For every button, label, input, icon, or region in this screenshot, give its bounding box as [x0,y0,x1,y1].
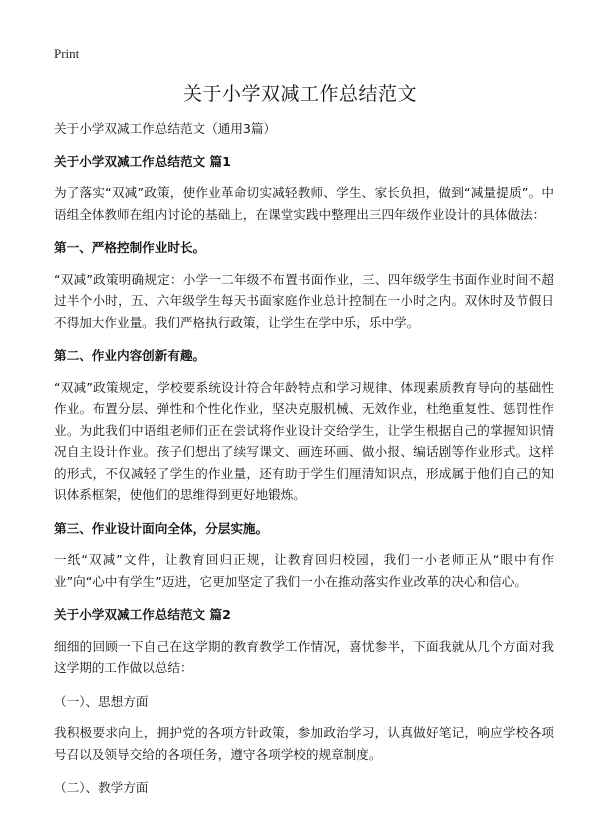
section-paragraph: “双减”政策明确规定：小学一二年级不布置书面作业，三、四年级学生书面作业时间不超过半个小时，五、六年级学生每天书面家庭作业总计控制在一小时之内。双休时及节假日不得加大作业量。我们严格执行政策，让学生在学中乐，乐中学。 [54,271,554,330]
print-link[interactable]: Print [54,46,80,61]
section-heading: 第三、作业设计面向全体，分层实施。 [54,520,269,536]
page-title: 关于小学双减工作总结范文 [182,83,417,105]
section-paragraph: “双减”政策规定，学校要系统设计符合年龄特点和学习规律、体现素质教育导向的基础性作业。布置分层、弹性和个性化作业，坚决克服机械、无效作业，杜绝重复性、惩罚性作业。为此我们中语组老师们正在尝试将作业设计交给学生，让学生根据自己的掌握知识情况自主设计作业。孩子们想出了续写课文、画连环画、做小报、编话剧等作业形式。这样的形式，不仅减轻了学生的作业量，还有助于学生们厘清知识点，形成属于他们自己的知识体系框架，使他们的思维得到更好地锻炼。 [54,379,554,502]
section-paragraph: 细细的回顾一下自己在这学期的教育教学工作情况，喜忧参半，下面我就从几个方面对我这学期的工作做以总结： [54,638,554,675]
section-heading: 关于小学双减工作总结范文 篇1 [54,153,231,169]
document-subtitle: 关于小学双减工作总结范文（通用3篇） [54,121,277,136]
section-heading: 第一、严格控制作业时长。 [54,240,206,255]
section-heading: 关于小学双减工作总结范文 篇2 [54,607,231,622]
section-paragraph: 我积极要求向上，拥护党的各项方针政策，参加政治学习，认真做好笔记，响应学校各项号召以及领导交给的各项任务，遵守各项学校的规章制度。 [54,725,554,762]
section-heading: 第二、作业内容创新有趣。 [54,348,206,363]
section-paragraph: 为了落实“双减”政策，使作业革命切实减轻教师、学生、家长负担，做到“减量提质”。中语组全体教师在组内讨论的基础上，在课堂实践中整理出三四年级作业设计的具体做法： [54,185,554,222]
list-item-heading: （二）、教学方面 [54,780,149,795]
document-body [54,118,554,799]
section-paragraph: 一纸“双减”文件，让教育回归正规，让教育回归校园，我们一小老师正从“眼中有作业”向“心中有学生”迈进，它更加坚定了我们一小在推动落实作业改革的决心和信心。 [54,552,554,589]
list-item-heading: （一）、思想方面 [54,693,149,709]
